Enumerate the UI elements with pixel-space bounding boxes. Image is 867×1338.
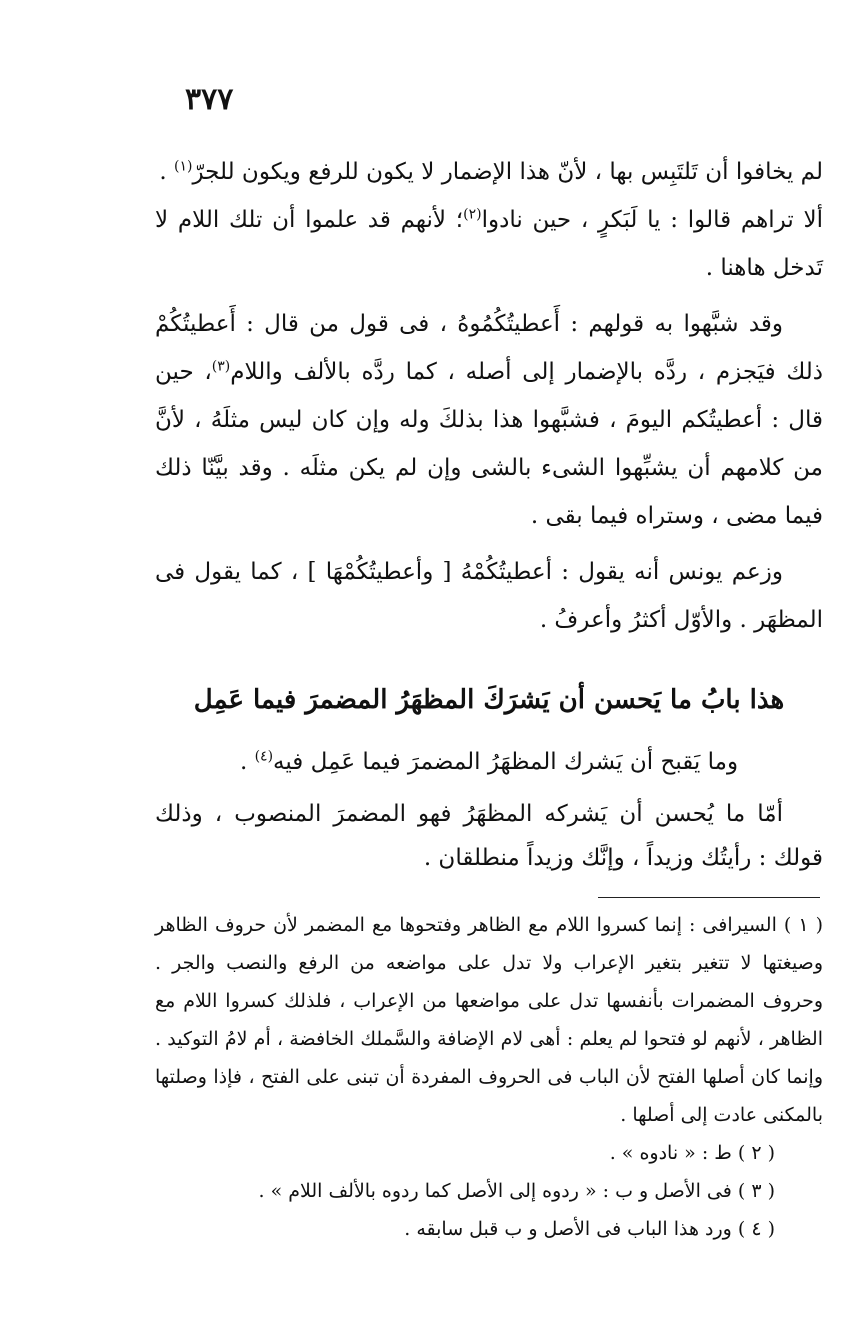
footnote-1: ( ١ ) السيرافى : إنما كسروا اللام مع الظاهر وفتحوها مع المضمر لأن حروف الظاهر وصيغتها لا تتغير بتغير الإعراب ولا تدل على مواضعه من الرفع والنصب والجر . وحروف المضمرات بأنفسها تدل على مواضعها من الإعراب ، فلذلك كسروا اللام مع الظاهر ، لأنهم لو فتحوا لم يعلم : أهى لام الإضافة والسَّملك الخافضة ، أم لامُ التوكيد . وإنما كان أصلها الفتح لأن الباب فى الحروف المفردة أن تبنى على الفتح ، فإذا وصلتها بالمكنى عادت إلى أصلها . [155, 914, 824, 1126]
footnote-2: ( ٢ ) ط : « نادوه » . [609, 1142, 775, 1164]
main-text [155, 148, 823, 652]
paragraph-3 [155, 300, 823, 540]
paragraph-2-text: ألا تراهم قالوا : يا لَبَكرٍ ، حين نادوا [481, 207, 823, 233]
paragraph-1 [155, 148, 823, 292]
page-number: ٣٧٧ [185, 82, 234, 117]
chapter-heading: هذا بابُ ما يَحسن أن يَشرَكَ المظهَرُ المضمرَ فيما عَمِل [193, 685, 785, 715]
paragraph-3-cont: ، حين قال : أعطيتُكم اليومَ ، فشبَّهوا هذا بذلكَ وله وإن كان ليس مثلَهُ ، لأنَّ من كلامهم أن يشبِّهوا الشىء بالشى وإن لم يكن مثلَه . وقد بيَّنّا ذلك فيما مضى ، وستراه فيما بقى . [155, 359, 823, 529]
paragraph-3-text: وقد شبَّهوا به قولهم : أَعطيتُكُمُوهُ ، فى قول من قال : أَعطيتُكُمْ ذلك فيَجزم ، ردَّه بالإضمار إلى أصله ، كما ردَّه بالألف واللام [155, 311, 823, 385]
footnote-divider [598, 897, 820, 898]
paragraph-1-end: . [159, 159, 174, 185]
footnote-4: ( ٤ ) ورد هذا الباب فى الأصل و ب قبل سابقه . [404, 1218, 775, 1240]
paragraph-4: وزعم يونس أنه يقول : أعطيتُكُمْهُ [ وأعطيتُكُمْهَا ] ، كما يقول فى المظهَر . والأوّل أكثرُ وأعرفُ . [155, 559, 823, 633]
footnotes [155, 906, 823, 1248]
chapter-subheading-text: وما يَقبح أن يَشرك المظهَرُ المضمرَ فيما عَمِل فيه [273, 749, 739, 775]
chapter-subheading-end: . [239, 749, 255, 775]
paragraph-1-text: لم يخافوا أن تَلتَبِس بها ، لأنّ هذا الإضمار لا يكون للرفع ويكون للجرّ [192, 159, 823, 185]
chapter-subheading [155, 740, 823, 784]
paragraph-2-cont: ؛ لأنهم قد علموا أن تلك اللام لا تَدخل هاهنا . [155, 207, 823, 281]
section-text [155, 792, 823, 880]
footnote-ref-3: (٣) [211, 358, 231, 375]
footnote-ref-2: (٢) [463, 206, 482, 223]
footnote-3: ( ٣ ) فى الأصل و ب : « ردوه إلى الأصل كما ردوه بالألف اللام » . [258, 1180, 775, 1202]
section-paragraph: أمّا ما يُحسن أن يَشركه المظهَرُ فهو المضمرَ المنصوب ، وذلك قولك : رأيتُك وزيداً ، وإنَّك وزيداً منطلقان . [155, 801, 823, 871]
footnote-ref-1: (١) [173, 158, 193, 175]
footnote-ref-4: (٤) [254, 748, 274, 765]
